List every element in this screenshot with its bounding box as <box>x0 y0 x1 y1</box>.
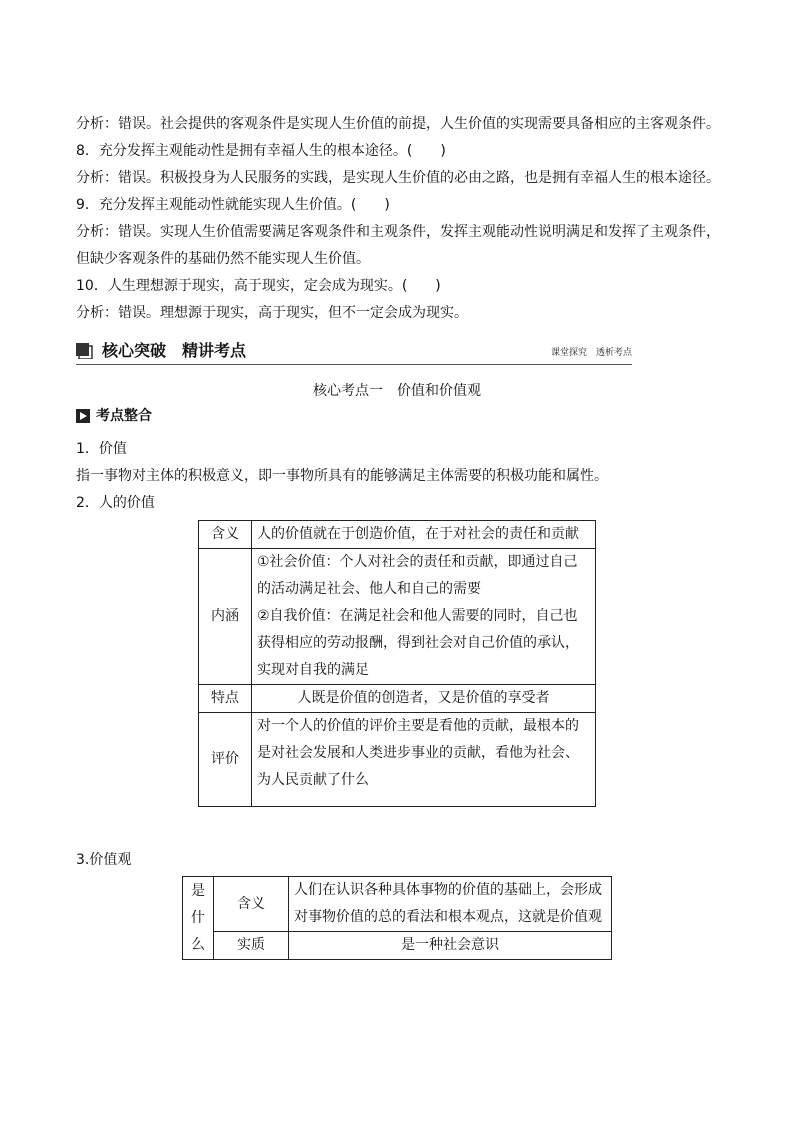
evaluation-label: 评价 <box>199 713 252 807</box>
side-char: 么 <box>191 936 205 953</box>
social-value-line: ①社会价值：个人对社会的责任和贡献，即通过自己 <box>257 554 578 570</box>
play-triangle-icon <box>76 409 90 423</box>
cell-padding <box>257 794 590 806</box>
core-point-title: 核心考点一 价值和价值观 <box>313 383 481 399</box>
evaluation-line: 是对社会发展和人类进步事业的贡献，看他为社会、 <box>257 745 579 761</box>
table-row <box>183 932 612 960</box>
analysis-9-line2: 但缺少客观条件的基础仍然不能实现人生价值。 <box>76 251 370 267</box>
values-meaning-line: 人们在认识各种具体事物的价值的基础上，会形成 <box>294 882 602 898</box>
essence-cell: 是一种社会意识 <box>289 932 612 960</box>
social-value-line: 的活动满足社会、他人和自己的需要 <box>257 581 481 597</box>
values-meaning-label: 含义 <box>214 877 289 932</box>
section-square-icon <box>76 343 94 359</box>
value-heading: 1．价值 <box>76 441 127 457</box>
question-9: 9．充分发挥主观能动性就能实现人生价值。( ) <box>76 197 390 213</box>
analysis-10: 分析：错误。理想源于现实，高于现实，但不一定会成为现实。 <box>76 305 468 321</box>
table-row <box>199 713 596 807</box>
essence-label: 实质 <box>214 932 289 960</box>
self-value-line: 获得相应的劳动报酬，得到社会对自己价值的承认， <box>257 635 579 651</box>
meaning-label: 含义 <box>199 521 252 549</box>
connotation-label: 内涵 <box>199 549 252 685</box>
values-view-heading: 3.价值观 <box>76 852 132 868</box>
feature-cell: 人既是价值的创造者，又是价值的享受者 <box>252 685 596 713</box>
question-8: 8．充分发挥主观能动性是拥有幸福人生的根本途径。( ) <box>76 143 446 159</box>
self-value-line: ②自我价值：在满足社会和他人需要的同时，自己也 <box>257 608 578 624</box>
meaning-cell: 人的价值就在于创造价值，在于对社会的责任和贡献 <box>252 521 596 549</box>
human-value-table <box>198 520 596 807</box>
table-row <box>199 685 596 713</box>
table-row <box>199 549 596 685</box>
analysis-9-line1: 分析：错误。实现人生价值需要满足客观条件和主观条件，发挥主观能动性说明满足和发挥了主观条件， <box>76 224 720 240</box>
sub-heading-label: 考点整合 <box>96 408 152 424</box>
table-row <box>183 877 612 932</box>
question-10: 10．人生理想源于现实，高于现实，定会成为现实。( ) <box>76 278 441 294</box>
what-is-cell <box>183 877 214 960</box>
values-view-table <box>182 876 612 960</box>
section-subtitle: 课堂探究 透析考点 <box>550 348 632 358</box>
connotation-cell <box>252 549 596 685</box>
side-char: 什 <box>191 909 205 926</box>
section-title: 核心突破 精讲考点 <box>102 341 247 360</box>
evaluation-line: 对一个人的价值的评价主要是看他的贡献，最根本的 <box>257 718 579 734</box>
values-meaning-line: 对事物价值的总的看法和根本观点，这就是价值观 <box>294 909 602 925</box>
analysis-7: 分析：错误。社会提供的客观条件是实现人生价值的前提，人生价值的实现需要具备相应的主客观条件。 <box>76 116 720 132</box>
values-meaning-cell <box>289 877 612 932</box>
evaluation-line: 为人民贡献了什么 <box>257 772 369 788</box>
table-row <box>199 521 596 549</box>
feature-label: 特点 <box>199 685 252 713</box>
section-header <box>76 340 632 365</box>
analysis-8: 分析：错误。积极投身为人民服务的实践，是实现人生价值的必由之路，也是拥有幸福人生的根本途径。 <box>76 170 720 186</box>
self-value-line: 实现对自我的满足 <box>257 662 369 678</box>
human-value-heading: 2．人的价值 <box>76 495 155 511</box>
evaluation-cell <box>252 713 596 807</box>
side-char: 是 <box>191 882 205 899</box>
value-definition: 指一事物对主体的积极意义，即一事物所具有的能够满足主体需要的积极功能和属性。 <box>76 468 608 484</box>
